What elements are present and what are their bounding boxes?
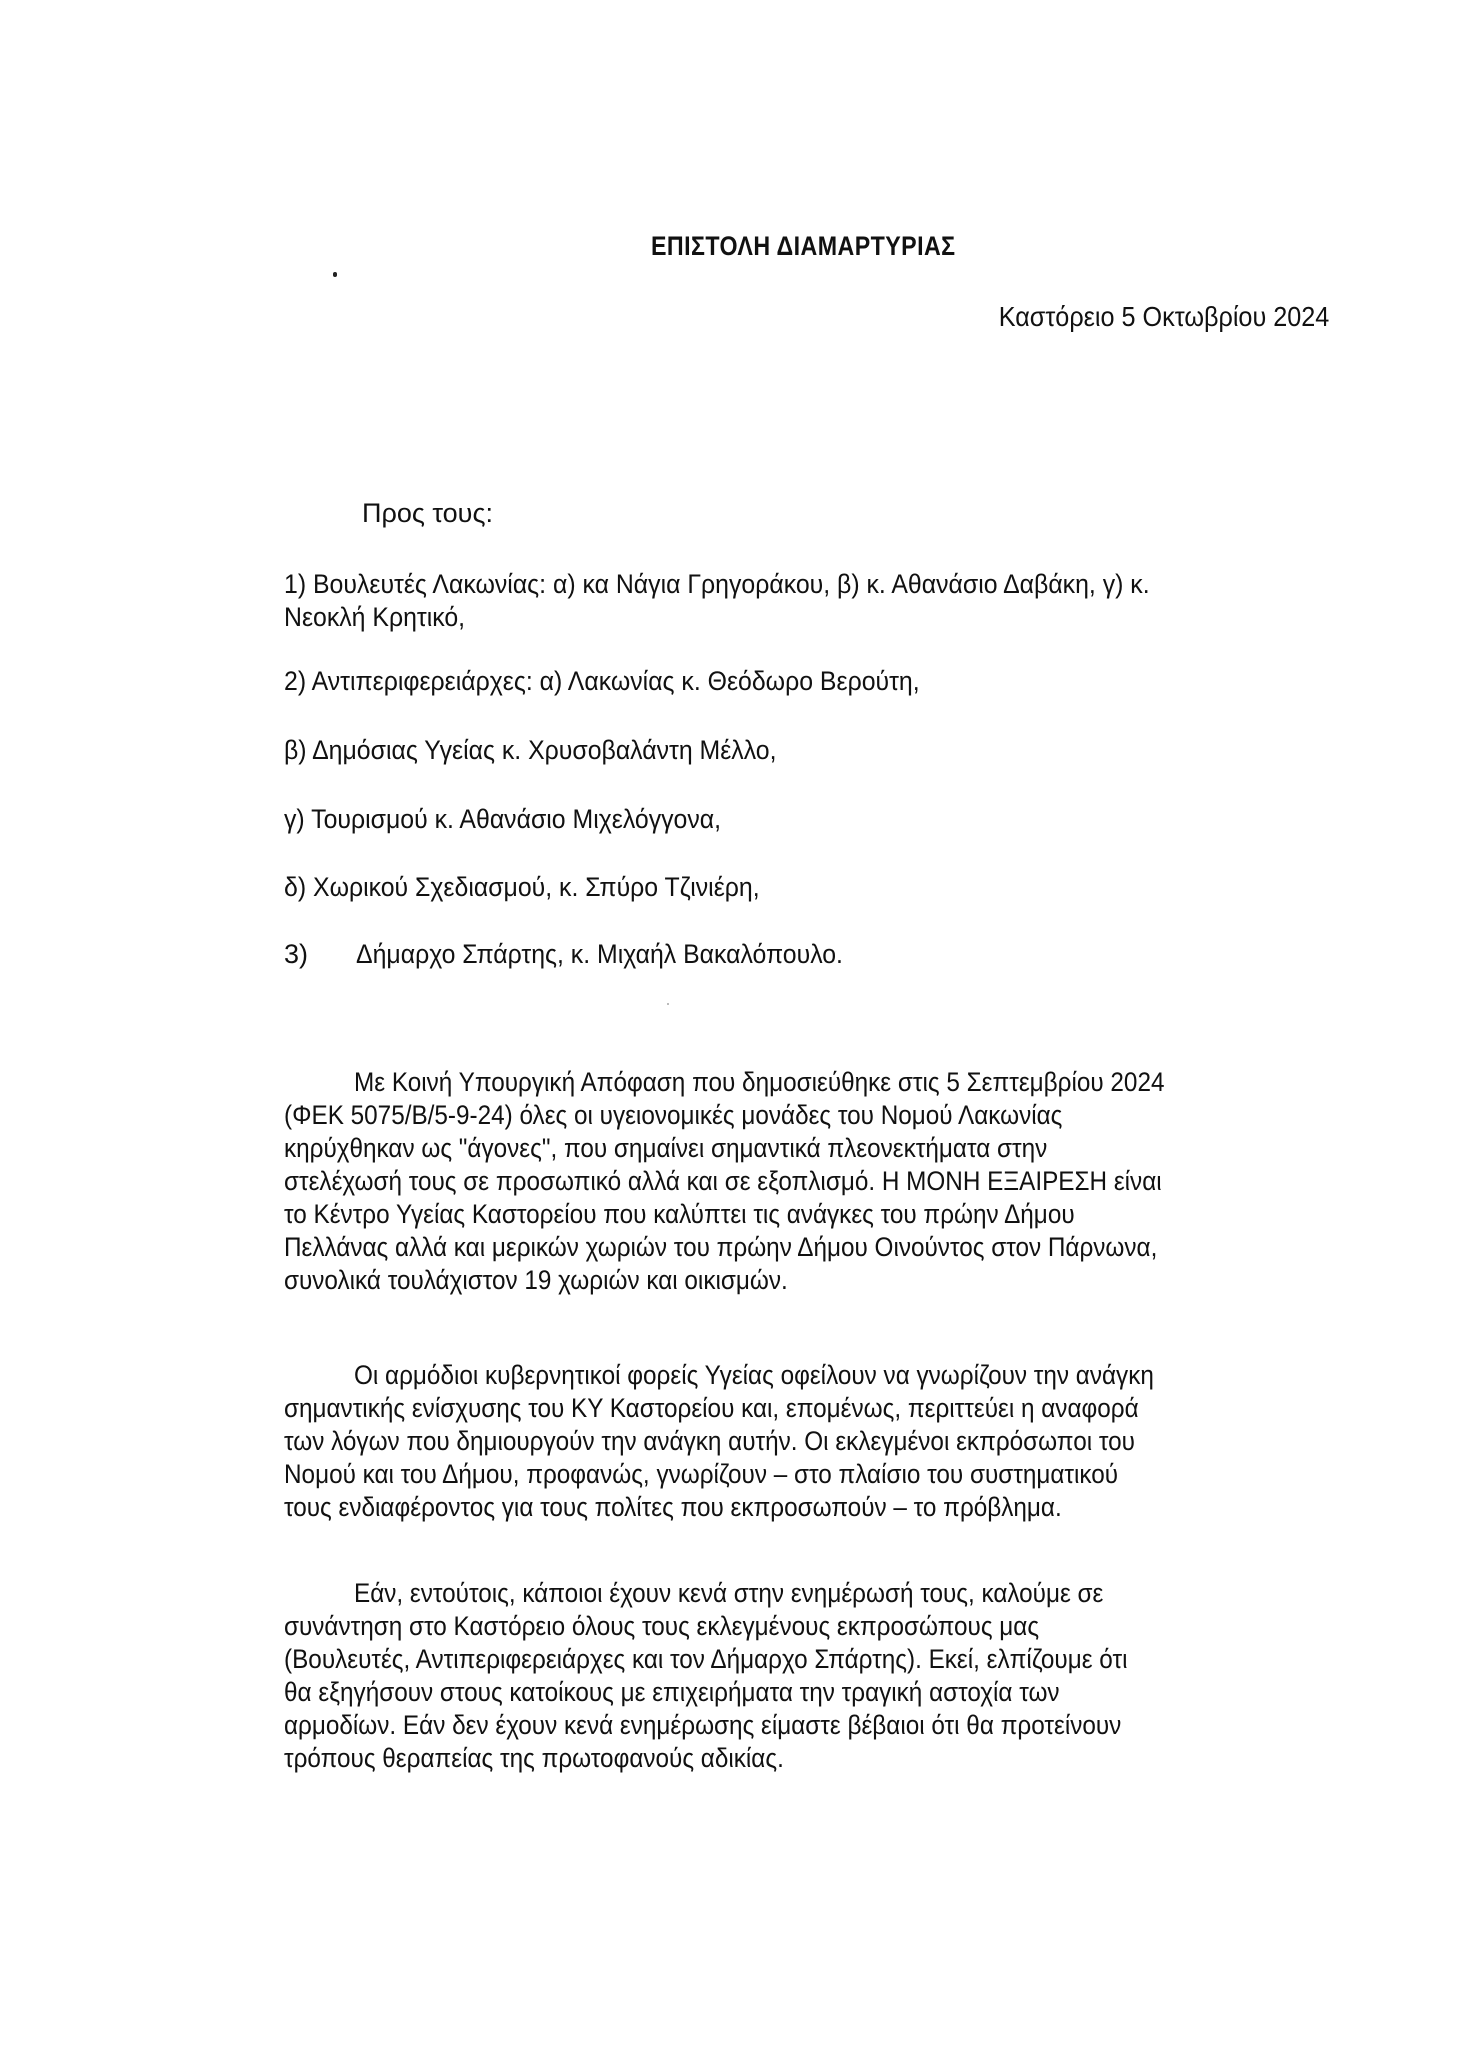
paragraph-line: των λόγων που δημιουργούν την ανάγκη αυτήν. Οι εκλεγμένοι εκπρόσωποι του — [284, 1426, 1135, 1456]
recipient-item-2b: β) Δημόσιας Υγείας κ. Χρυσοβαλάντη Μέλλο, — [284, 735, 777, 765]
recipient-item-2: 2) Αντιπεριφερειάρχες: α) Λακωνίας κ. Θεόδωρο Βερούτη, — [284, 666, 920, 696]
paragraph-line: σημαντικής ενίσχυσης του ΚΥ Καστορείου και, επομένως, περιττεύει η αναφορά — [284, 1393, 1139, 1423]
scan-speck — [667, 1003, 669, 1005]
paragraph-line: τους ενδιαφέροντος για τους πολίτες που εκπροσωπούν – το πρόβλημα. — [284, 1492, 1062, 1522]
paragraph-line: Οι αρμόδιοι κυβερνητικοί φορείς Υγείας οφείλουν να γνωρίζουν την ανάγκη — [354, 1360, 1154, 1390]
paragraph-line: τρόπους θεραπείας της πρωτοφανούς αδικίας. — [284, 1743, 784, 1773]
paragraph-line: κηρύχθηκαν ως "άγονες", που σημαίνει σημαντικά πλεονεκτήματα στην — [284, 1133, 1048, 1163]
paragraph-line: Πελλάνας αλλά και μερικών χωριών του πρώην Δήμου Οινούντος στον Πάρνωνα, — [284, 1232, 1158, 1262]
paragraph-line: Νομού και του Δήμου, προφανώς, γνωρίζουν – στο πλαίσιο του συστηματικού — [284, 1459, 1119, 1489]
recipient-item-3-text: Δήμαρχο Σπάρτης, κ. Μιχαήλ Βακαλόπουλο. — [356, 939, 843, 969]
recipient-item-1-line-2: Νεοκλή Κρητικό, — [284, 602, 466, 632]
paragraph-line: (ΦΕΚ 5075/Β/5-9-24) όλες οι υγειονομικές μονάδες του Νομού Λακωνίας — [284, 1100, 1063, 1130]
paragraph-line: Με Κοινή Υπουργική Απόφαση που δημοσιεύθηκε στις 5 Σεπτεμβρίου 2024 — [354, 1067, 1165, 1097]
recipient-item-2d: δ) Χωρικού Σχεδιασμού, κ. Σπύρο Τζινιέρη, — [284, 872, 760, 902]
scan-mark — [333, 272, 337, 277]
paragraph-line: Εάν, εντούτοις, κάποιοι έχουν κενά στην ενημέρωσή τους, καλούμε σε — [354, 1578, 1104, 1608]
paragraph-line: στελέχωσή τους σε προσωπικό αλλά και σε εξοπλισμό. Η ΜΟΝΗ ΕΞΑΙΡΕΣΗ είναι — [284, 1166, 1162, 1196]
paragraph-line: συνολικά τουλάχιστον 19 χωριών και οικισμών. — [284, 1265, 788, 1295]
paragraph-line: αρμοδίων. Εάν δεν έχουν κενά ενημέρωσης είμαστε βέβαιοι ότι θα προτείνουν — [284, 1710, 1122, 1740]
recipients-heading: Προς τους: — [362, 498, 493, 528]
paragraph-line: το Κέντρο Υγείας Καστορείου που καλύπτει τις ανάγκες του πρώην Δήμου — [284, 1199, 1075, 1229]
letter-title: ΕΠΙΣΤΟΛΗ ΔΙΑΜΑΡΤΥΡΙΑΣ — [651, 231, 956, 261]
recipient-item-3-number: 3) — [284, 939, 309, 969]
recipient-item-1-line-1: 1) Βουλευτές Λακωνίας: α) κα Νάγια Γρηγοράκου, β) κ. Αθανάσιο Δαβάκη, γ) κ. — [284, 569, 1150, 599]
paragraph-line: συνάντηση στο Καστόρειο όλους τους εκλεγμένους εκπροσώπους μας — [284, 1611, 1040, 1641]
paragraph-line: (Βουλευτές, Αντιπεριφερειάρχες και τον Δήμαρχο Σπάρτης). Εκεί, ελπίζουμε ότι — [284, 1644, 1128, 1674]
recipient-item-2c: γ) Τουρισμού κ. Αθανάσιο Μιχελόγγονα, — [284, 804, 722, 834]
place-date: Καστόρειο 5 Οκτωβρίου 2024 — [998, 301, 1329, 332]
paragraph-line: θα εξηγήσουν στους κατοίκους με επιχειρήματα την τραγική αστοχία των — [284, 1677, 1060, 1707]
